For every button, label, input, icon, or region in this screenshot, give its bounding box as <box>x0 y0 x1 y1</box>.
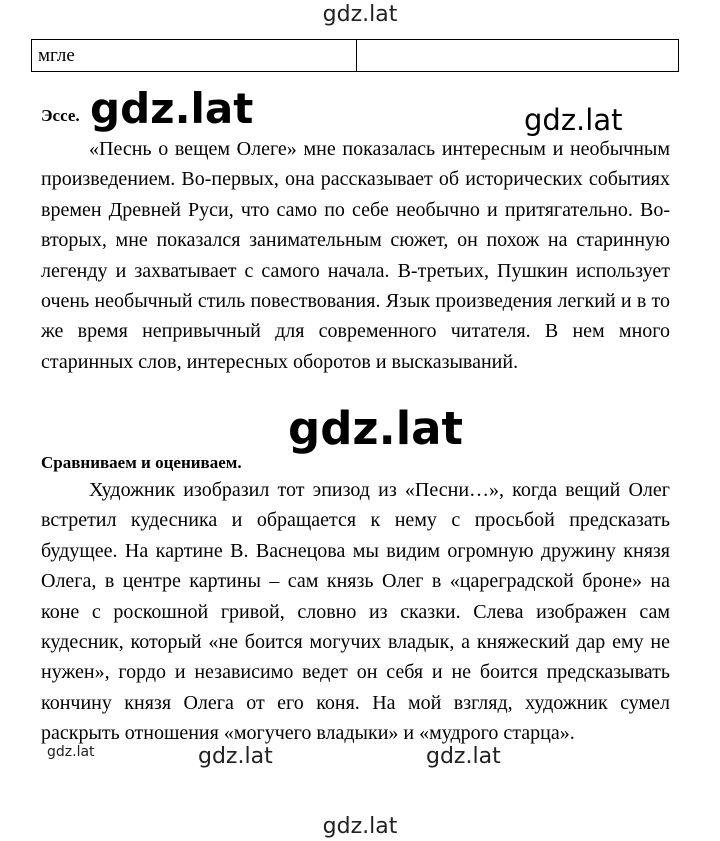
essay-heading: Эссе. <box>41 106 80 125</box>
watermark-top: gdz.lat <box>322 2 398 27</box>
watermark-lower-left: gdz.lat <box>198 744 273 769</box>
essay-paragraph: «Песнь о вещем Олеге» мне показалась интересным и необычным произведением. Во-первых, она рассказывает об исторических событиях времен Древней Руси, что само по себе необычно и притягательно. Во-вторых, мне показался занимательным сюжет, он похож на старинную легенду и захватывает с самого начала. В-третьих, Пушкин использует очень необычный стиль повествования. Язык произведения легкий и в то же время непривычный для современного читателя. В нем много старинных слов, интересных оборотов и высказываний. <box>41 138 670 373</box>
table-row <box>32 40 679 72</box>
watermark-lower-right: gdz.lat <box>426 744 501 769</box>
table-cell-left: мгле <box>32 40 357 72</box>
watermark-large-upper: gdz.lat <box>90 84 254 133</box>
watermark-small: gdz.lat <box>47 744 95 760</box>
table-cell-right <box>357 40 679 72</box>
compare-heading: Сравниваем и оцениваем. <box>41 453 242 472</box>
compare-paragraph: Художник изобразил тот эпизод из «Песни…», когда вещий Олег встретил кудесника и обращается к нему с просьбой предсказать будущее. На картине В. Васнецова мы видим огромную дружину князя Олега, в центре картины – сам князь Олег в «цареградской броне» на коне с роскошной гривой, словно из сказки. Слева изображен сам кудесник, который «не боится могучих владык, а княжеский дар ему не нужен», гордо и независимо ведет он себя и не боится предсказывать кончину князя Олега от его коня. На мой взгляд, художник сумел раскрыть отношения «могучего владыки» и «мудрого старца». <box>41 479 670 745</box>
watermark-right: gdz.lat <box>524 103 623 137</box>
watermark-bottom: gdz.lat <box>322 814 398 839</box>
answer-table <box>31 39 679 72</box>
watermark-large-middle: gdz.lat <box>288 402 464 455</box>
